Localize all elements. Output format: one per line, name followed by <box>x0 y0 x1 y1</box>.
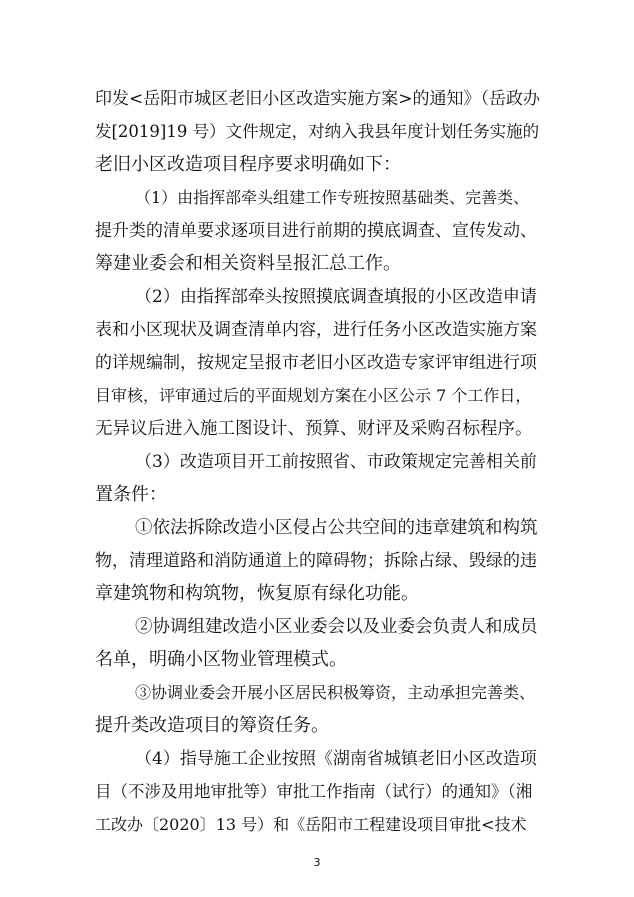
text-line <box>0 643 634 677</box>
text-line <box>0 445 634 479</box>
line-text: 物，清理道路和消防通道上的障碍物；拆除占绿、毁绿的违 <box>95 551 537 571</box>
line-text: （2）由指挥部牵头按照摸底调查填报的小区改造申请 <box>135 287 537 307</box>
line-text: 置条件： <box>95 484 167 505</box>
text-line <box>0 247 634 281</box>
text-line <box>0 148 634 182</box>
text-line <box>0 478 634 512</box>
line-text: 目（不涉及用地审批等）审批工作指南（试行）的通知》（湘 <box>95 782 533 801</box>
line-text: 表和小区现状及调查清单内容，进行任务小区改造实施方案 <box>95 320 537 340</box>
line-text: 的详规编制，按规定呈报市老旧小区改造专家评审组进行项 <box>95 353 537 373</box>
line-text: 工改办〔2020〕13 号）和《岳阳市工程建设项目审批<技术 <box>95 815 527 834</box>
text-line <box>0 379 634 413</box>
text-line <box>0 742 634 776</box>
line-text: 发[2019]19 号）文件规定，对纳入我县年度计划任务实施的 <box>95 122 540 141</box>
line-text: （1）由指挥部牵头组建工作专班按照基础类、完善类、 <box>135 188 530 207</box>
line-text: ②协调组建改造小区业委会以及业委会负责人和成员 <box>135 617 538 637</box>
page-number: 3 <box>313 856 321 869</box>
text-line <box>0 808 634 842</box>
text-line <box>0 412 634 446</box>
text-line <box>0 709 634 743</box>
line-text: 筹建业委会和相关资料呈报汇总工作。 <box>95 253 401 274</box>
line-text: 印发<岳阳市城区老旧小区改造实施方案>的通知》（岳政办 <box>95 89 540 109</box>
line-text: ①依法拆除改造小区侵占公共空间的违章建筑和构筑 <box>135 518 538 538</box>
text-line <box>0 676 634 710</box>
line-text: （4）指导施工企业按照《湖南省城镇老旧小区改造项 <box>135 749 537 769</box>
text-line <box>0 280 634 314</box>
text-line <box>0 214 634 248</box>
line-text: 章建筑物和构筑物，恢复原有绿化功能。 <box>95 583 419 604</box>
line-text: 提升类改造项目的筹资任务。 <box>95 715 329 736</box>
line-text: 名单，明确小区物业管理模式。 <box>95 649 347 670</box>
text-line <box>0 544 634 578</box>
line-text: 提升类的清单要求逐项目进行前期的摸底调查、宣传发动、 <box>95 221 537 241</box>
text-line <box>0 82 634 116</box>
text-line <box>0 115 634 149</box>
line-text: （3）改造项目开工前按照省、市政策规定完善相关前 <box>135 452 537 472</box>
line-text: 老旧小区改造项目程序要求明确如下： <box>95 154 401 175</box>
text-line <box>0 577 634 611</box>
text-line <box>0 181 634 215</box>
text-line <box>0 511 634 545</box>
line-text: 无异议后进入施工图设计、预算、财评及采购召标程序。 <box>95 419 533 439</box>
line-text: 目审核，评审通过后的平面规划方案在小区公示 7 个工作日， <box>95 386 532 405</box>
text-line <box>0 346 634 380</box>
text-line <box>0 313 634 347</box>
text-line <box>0 610 634 644</box>
line-text: ③协调业委会开展小区居民积极筹资，主动承担完善类、 <box>135 683 536 702</box>
text-line <box>0 775 634 809</box>
